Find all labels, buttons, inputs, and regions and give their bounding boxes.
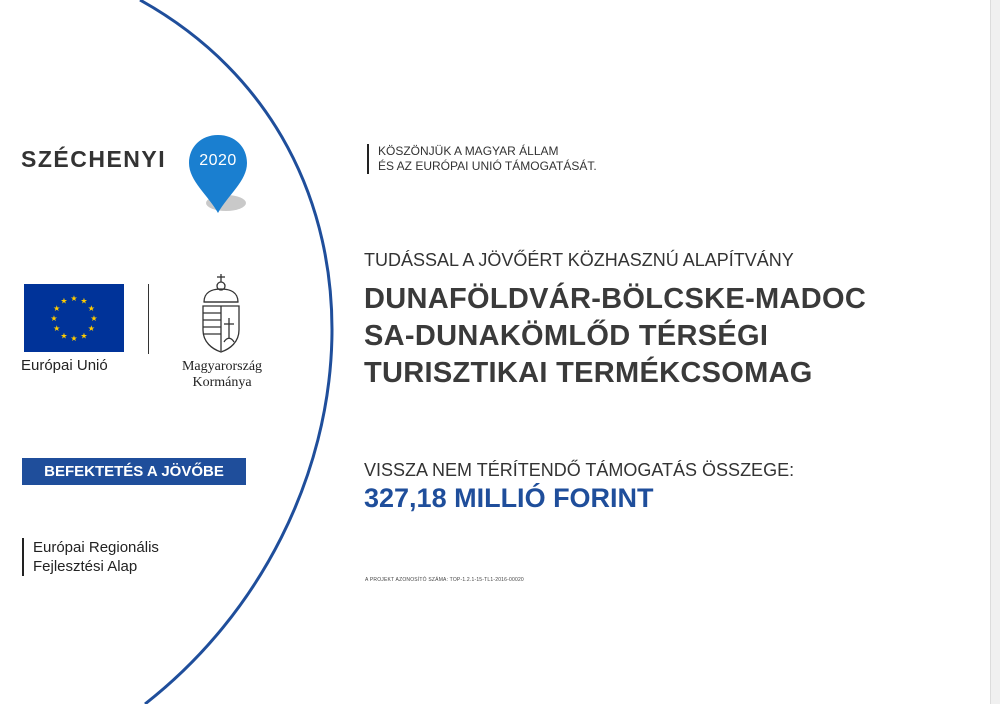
fund-name-line1: Európai Regionális <box>33 539 159 556</box>
thanks-line2: ÉS AZ EURÓPAI UNIÓ TÁMOGATÁSÁT. <box>378 159 597 173</box>
support-label: VISSZA NEM TÉRÍTENDŐ TÁMOGATÁS ÖSSZEGE: <box>364 460 795 480</box>
beneficiary-name: TUDÁSSAL A JÖVŐÉRT KÖZHASZNÚ ALAPÍTVÁNY <box>364 250 794 270</box>
thanks-note <box>367 144 597 174</box>
svg-text:★: ★ <box>50 314 58 323</box>
eu-label: Európai Unió <box>21 357 108 374</box>
project-title <box>364 281 964 392</box>
thanks-line1: KÖSZÖNJÜK A MAGYAR ÁLLAM <box>378 144 559 158</box>
svg-text:★: ★ <box>87 304 95 313</box>
project-title-line1: DUNAFÖLDVÁR-BÖLCSKE-MADOC <box>364 283 867 315</box>
svg-text:★: ★ <box>70 334 78 343</box>
svg-text:★: ★ <box>80 296 88 306</box>
svg-text:★: ★ <box>90 314 98 323</box>
invest-in-future-badge: BEFEKTETÉS A JÖVŐBE <box>22 458 246 485</box>
government-label-line1: Magyarország <box>181 359 263 374</box>
szechenyi-wordmark: SZÉCHENYI <box>21 146 167 172</box>
support-amount: 327,18 MILLIÓ FORINT <box>364 483 654 513</box>
svg-text:★: ★ <box>60 331 68 341</box>
szechenyi-year: 2020 <box>199 152 237 169</box>
svg-text:★: ★ <box>60 296 68 306</box>
logo-divider <box>148 284 149 354</box>
fund-name <box>22 538 159 576</box>
svg-text:★: ★ <box>53 304 61 313</box>
coat-of-arms-icon <box>196 272 246 354</box>
eu-flag-icon <box>24 284 124 352</box>
project-id: A PROJEKT AZONOSÍTÓ SZÁMA: TOP-1.2.1-15-TL1-2016-00020 <box>365 577 524 583</box>
svg-text:★: ★ <box>70 294 78 303</box>
map-pin-icon <box>186 133 250 215</box>
government-label-line2: Kormánya <box>192 375 252 390</box>
svg-text:★: ★ <box>53 324 61 333</box>
svg-text:★: ★ <box>87 324 95 333</box>
fund-name-line2: Fejlesztési Alap <box>33 558 138 575</box>
project-title-line2: SA-DUNAKÖMLŐD TÉRSÉGI <box>364 320 769 352</box>
project-title-line3: TURISZTIKAI TERMÉKCSOMAG <box>364 357 813 389</box>
government-label <box>160 359 284 391</box>
svg-text:★: ★ <box>80 331 88 341</box>
